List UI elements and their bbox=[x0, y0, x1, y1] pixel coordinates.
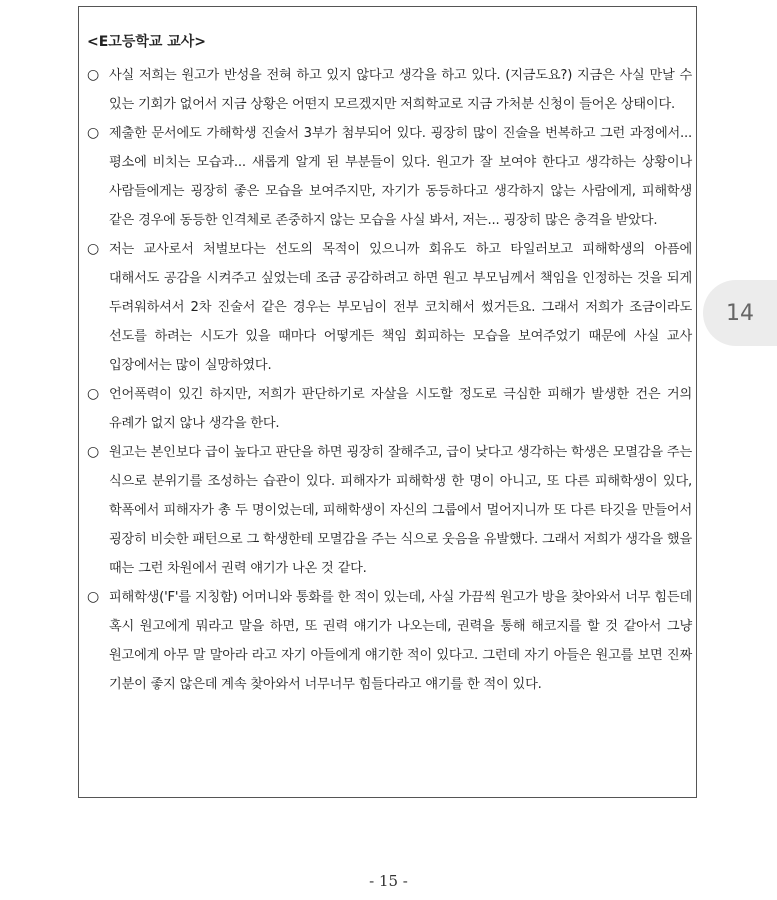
page-number: - 15 - bbox=[369, 872, 408, 890]
circle-bullet-icon: ○ bbox=[87, 444, 100, 460]
list-item bbox=[87, 438, 692, 583]
item-text: 제출한 문서에도 가해학생 진술서 3부가 첨부되어 있다. 굉장히 많이 진술을 번복하고 그런 과정에서... 평소에 비치는 모습과... 새롭게 알게 된 부분들이 있다. 원고가 잘 보여야 한다고 생각하는 상황이나 사람들에게는 굉장히 좋은 모습을 보여주지만, 자기가 동등하다고 생각하지 않는 사람에게, 피해학생 같은 경우에 동등한 인격체로 존중하지 않는 모습을 사실 봐서, 저는... 굉장히 많은 충격을 받았다. bbox=[109, 126, 692, 228]
circle-bullet-icon: ○ bbox=[87, 67, 100, 83]
item-text: 사실 저희는 원고가 반성을 전혀 하고 있지 않다고 생각을 하고 있다. (지금도요?) 지금은 사실 만날 수 있는 기회가 없어서 지금 상황은 어떤지 모르겠지만 저희학교로 지금 가처분 신청이 들어온 상태이다. bbox=[109, 68, 692, 112]
item-text: 언어폭력이 있긴 하지만, 저희가 판단하기로 자살을 시도할 정도로 극심한 피해가 발생한 건은 거의 유례가 없지 않나 생각을 한다. bbox=[109, 387, 692, 431]
item-text: 저는 교사로서 처벌보다는 선도의 목적이 있으니까 회유도 하고 타일러보고 피해학생의 아픔에 대해서도 공감을 시켜주고 싶었는데 조금 공감하려고 하면 원고 부모님께서 책임을 인정하는 것을 되게 두려워하셔서 2차 진술서 같은 경우는 부모님이 전부 코치해서 썼거든요. 그래서 저희가 조금이라도 선도를 하려는 시도가 있을 때마다 어떻게든 책임 회피하는 모습을 보여주었기 때문에 사실 교사 입장에서는 많이 실망하였다. bbox=[109, 242, 692, 373]
item-text: 원고는 본인보다 급이 높다고 판단을 하면 굉장히 잘해주고, 급이 낮다고 생각하는 학생은 모멸감을 주는 식으로 분위기를 조성하는 습관이 있다. 피해자가 피해학생 한 명이 아니고, 또 다른 피해학생이 있다, 학폭에서 피해자가 총 두 명이었는데, 피해학생이 자신의 그룹에서 멀어지니까 또 다른 타깃을 만들어서 굉장히 비슷한 패턴으로 그 학생한테 모멸감을 주는 식으로 웃음을 유발했다. 그래서 저희가 생각을 했을 때는 그런 차원에서 권력 얘기가 나온 것 같다. bbox=[109, 445, 692, 576]
list-item bbox=[87, 235, 692, 380]
document-box bbox=[78, 6, 697, 798]
circle-bullet-icon: ○ bbox=[87, 241, 100, 257]
circle-bullet-icon: ○ bbox=[87, 125, 100, 141]
section-heading: <E고등학교 교사> bbox=[87, 34, 207, 50]
item-text: 피해학생('F'를 지칭함) 어머니와 통화를 한 적이 있는데, 사실 가끔씩 원고가 방을 찾아와서 너무 힘든데 혹시 원고에게 뭐라고 말을 하면, 또 권력 얘기가 나오는데, 권력을 통해 해코지를 할 것 같아서 그냥 원고에게 아무 말 말아라 라고 자기 아들에게 얘기한 적이 있다고. 그런데 자기 아들은 원고를 보면 진짜 기분이 좋지 않은데 계속 찾아와서 너무너무 힘들다라고 얘기를 한 적이 있다. bbox=[109, 590, 692, 692]
list-item bbox=[87, 380, 692, 438]
page-indicator-tab[interactable]: 14 bbox=[703, 280, 777, 346]
list-item bbox=[87, 119, 692, 235]
list-item bbox=[87, 61, 692, 119]
circle-bullet-icon: ○ bbox=[87, 386, 100, 402]
circle-bullet-icon: ○ bbox=[87, 589, 100, 605]
list-item bbox=[87, 583, 692, 699]
